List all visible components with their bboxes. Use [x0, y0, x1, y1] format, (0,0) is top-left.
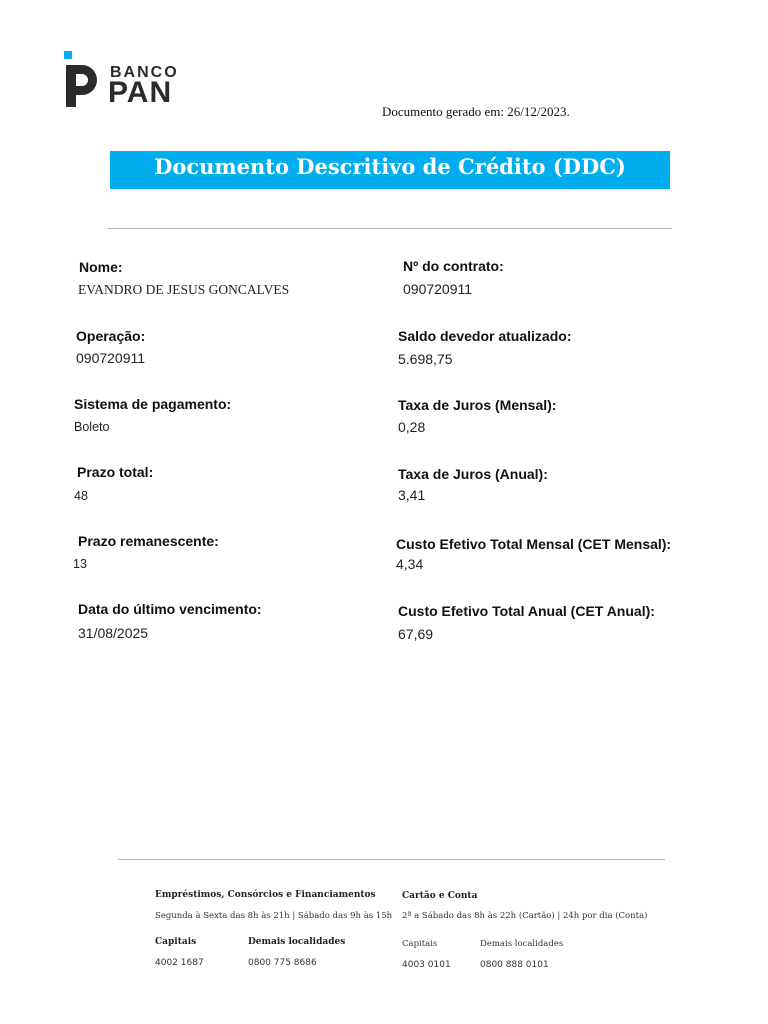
prazo-total-label: Prazo total: [77, 464, 154, 480]
footer-left-hours: Segunda à Sexta das 8h às 21h | Sábado das 9h às 15h [155, 911, 393, 921]
footer-right-heading: Cartão e Conta [402, 891, 478, 901]
footer-left-capitais-label: Capitais [155, 937, 197, 947]
taxa-juros-mensal-value: 0,28 [398, 419, 426, 435]
taxa-juros-anual-value: 3,41 [398, 487, 426, 503]
header-divider [108, 228, 672, 229]
title-banner [110, 151, 670, 189]
footer-right-demais-label: Demais localidades [480, 939, 564, 949]
contrato-value: 090720911 [403, 281, 473, 297]
prazo-total-value: 48 [74, 489, 88, 503]
ultimo-vencimento-value: 31/08/2025 [78, 625, 149, 641]
footer-left-heading: Empréstimos, Consórcios e Financiamentos [155, 890, 376, 900]
sistema-pagamento-value: Boleto [74, 420, 110, 434]
cet-mensal-value: 4,34 [396, 556, 424, 572]
document-title: Documento Descritivo de Crédito (DDC) [154, 154, 626, 179]
sistema-pagamento-label: Sistema de pagamento: [74, 396, 232, 412]
nome-value: EVANDRO DE JESUS GONCALVES [78, 282, 290, 297]
prazo-remanescente-label: Prazo remanescente: [78, 533, 219, 549]
taxa-juros-mensal-label: Taxa de Juros (Mensal): [398, 397, 557, 413]
contrato-label: Nº do contrato: [403, 258, 504, 274]
saldo-devedor-value: 5.698,75 [398, 351, 453, 367]
operacao-value: 090720911 [76, 350, 146, 366]
nome-label: Nome: [79, 259, 123, 275]
footer-right-capitais-phone: 4003 0101 [402, 960, 451, 970]
logo-text-pan: PAN [108, 76, 173, 109]
prazo-remanescente-value: 13 [73, 557, 87, 571]
footer-left-capitais-phone: 4002 1687 [155, 958, 204, 968]
cet-anual-label: Custo Efetivo Total Anual (CET Anual): [398, 603, 655, 619]
cet-mensal-label: Custo Efetivo Total Mensal (CET Mensal): [396, 536, 672, 552]
generated-date: Documento gerado em: 26/12/2023. [382, 104, 570, 119]
footer-right-capitais-label: Capitais [402, 939, 438, 949]
logo-text-banco: BANCO [110, 64, 179, 81]
footer-divider [118, 859, 665, 860]
operacao-label: Operação: [76, 328, 146, 344]
footer-left-demais-phone: 0800 775 8686 [248, 958, 317, 968]
taxa-juros-anual-label: Taxa de Juros (Anual): [398, 466, 548, 482]
footer-right-demais-phone: 0800 888 0101 [480, 960, 549, 970]
banco-pan-logo-icon [64, 51, 100, 107]
saldo-devedor-label: Saldo devedor atualizado: [398, 328, 572, 344]
footer-left-demais-label: Demais localidades [248, 937, 346, 947]
ultimo-vencimento-label: Data do último vencimento: [78, 601, 262, 617]
cet-anual-value: 67,69 [398, 626, 434, 642]
footer-right-hours: 2ª a Sábado das 8h às 22h (Cartão) | 24h por dia (Conta) [402, 911, 648, 921]
